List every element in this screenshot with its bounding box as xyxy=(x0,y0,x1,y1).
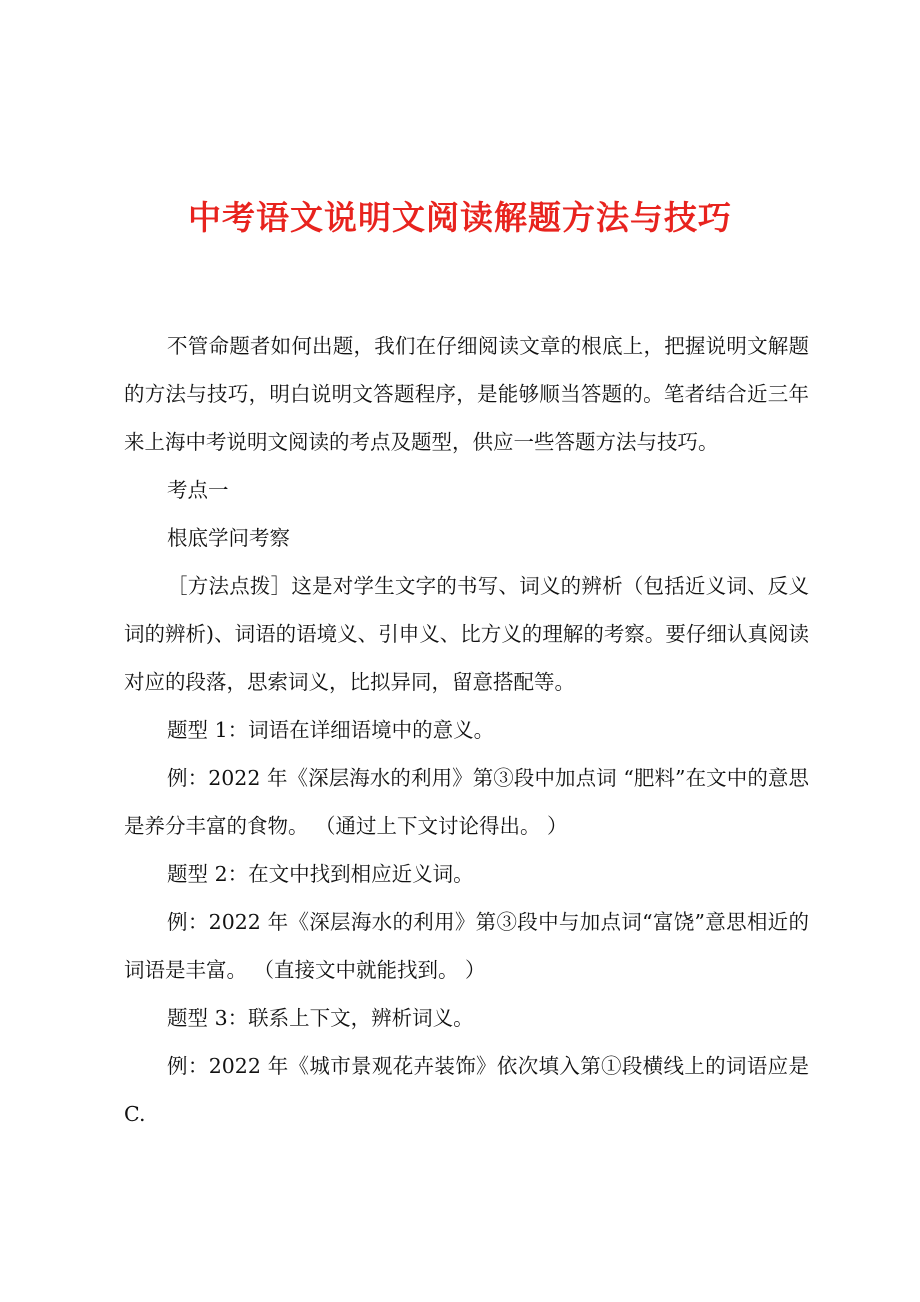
paragraph-method-tip: ［方法点拨］这是对学生文字的书写、词义的辨析（包括近义词、反义词的辨析)、词语的语境义、引申义、比方义的理解的考察。要仔细认真阅读对应的段落，思索词义，比拟异同，留意搭配等。 xyxy=(124,574,809,694)
paragraph-example-2: 例：2022 年《深层海水的利用》第③段中与加点词“富饶”意思相近的词语是丰富。 （直接文中就能找到。 ） xyxy=(124,910,809,982)
document-body xyxy=(124,322,809,1138)
paragraph-kaodian-heading: 考点一 xyxy=(167,478,229,502)
paragraph-type-2: 题型 2：在文中找到相应近义词。 xyxy=(167,862,474,886)
paragraph-example-3: 例：2022 年《城市景观花卉装饰》依次填入第①段横线上的词语应是C. xyxy=(124,1054,809,1126)
paragraph-type-1: 题型 1：词语在详细语境中的意义。 xyxy=(167,718,495,742)
paragraph-intro: 不管命题者如何出题，我们在仔细阅读文章的根底上，把握说明文解题的方法与技巧，明白说明文答题程序，是能够顺当答题的。笔者结合近三年来上海中考说明文阅读的考点及题型，供应一些答题方法与技巧。 xyxy=(124,334,809,454)
paragraph-kaodian-topic: 根底学问考察 xyxy=(167,526,291,550)
document-title: 中考语文说明文阅读解题方法与技巧 xyxy=(188,198,732,237)
paragraph-type-3: 题型 3：联系上下文，辨析词义。 xyxy=(167,1006,474,1030)
paragraph-example-1: 例：2022 年《深层海水的利用》第③段中加点词 “肥料”在文中的意思是养分丰富的食物。 （通过上下文讨论得出。 ） xyxy=(124,766,809,838)
